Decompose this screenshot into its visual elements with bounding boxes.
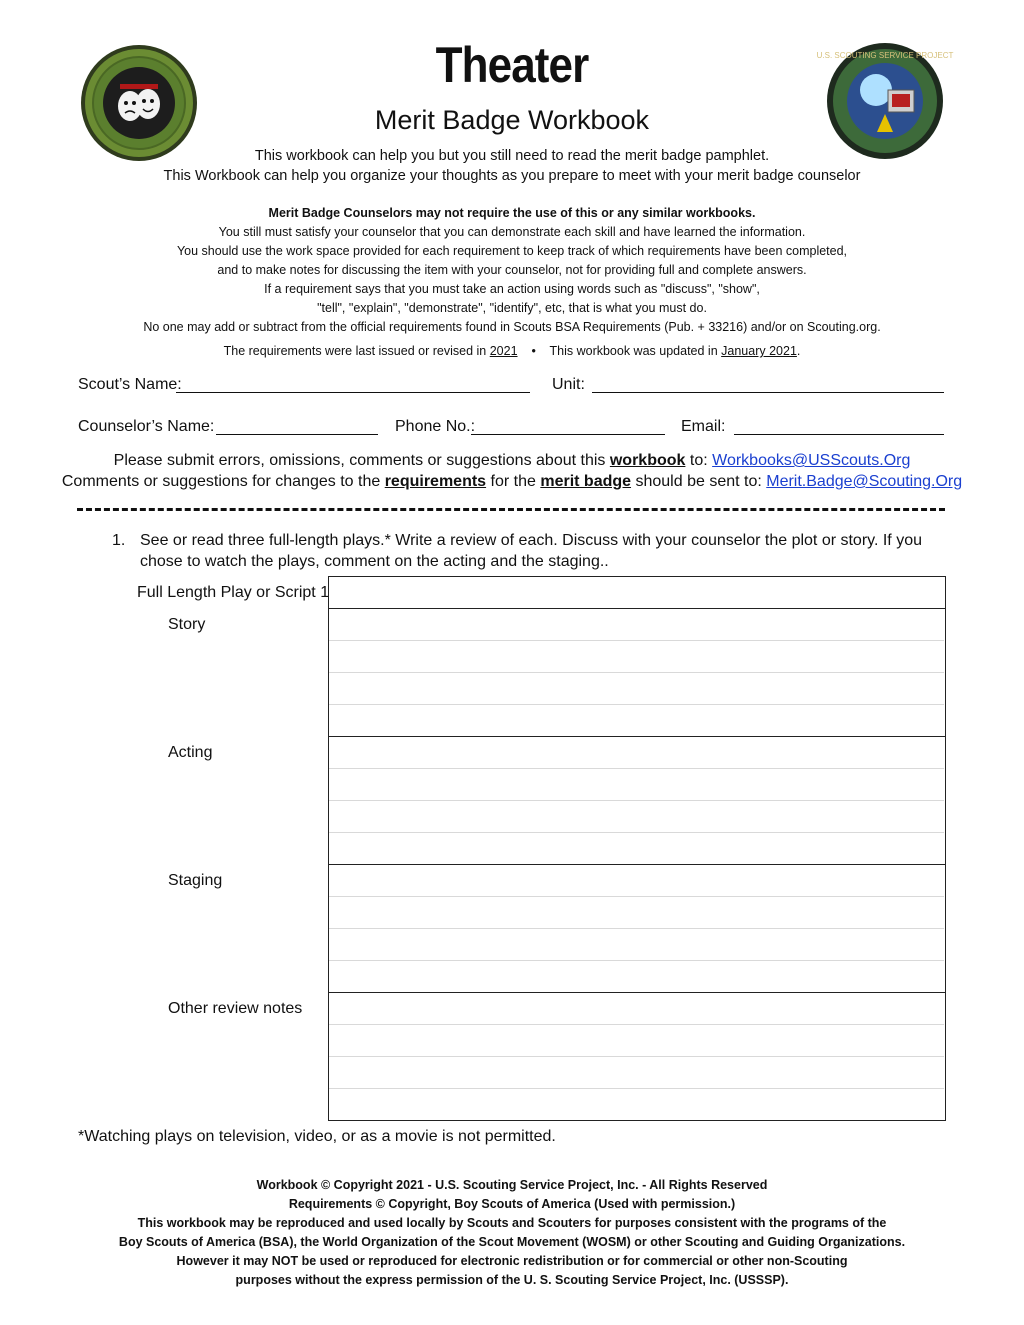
submit-feedback — [0, 450, 1024, 492]
counselor-name-field[interactable] — [216, 434, 378, 435]
requirements-emphasis: requirements — [384, 473, 487, 490]
copyright-footer — [0, 1176, 1024, 1290]
merit-badge-email-link[interactable]: Merit.Badge@Scouting.Org — [766, 473, 963, 490]
submit-text: Please submit errors, omissions, comments or suggestions about this — [113, 452, 606, 469]
submit-line-2 — [0, 471, 1024, 492]
section-label-story: Story — [168, 616, 206, 633]
writing-rule — [329, 960, 944, 961]
footer-line: Requirements © Copyright, Boy Scouts of America (Used with permission.) — [288, 1197, 736, 1211]
merit-badge-emphasis: merit badge — [540, 473, 632, 490]
updated-date: January 2021 — [721, 344, 797, 358]
period: . — [796, 344, 801, 358]
writing-rule — [329, 1024, 944, 1025]
submit-text: should be sent to: — [635, 473, 762, 490]
requirement-number: 1. — [112, 532, 126, 549]
scout-name-label: Scout’s Name: — [78, 376, 182, 393]
page-subtitle: Merit Badge Workbook — [374, 105, 650, 135]
section-label-staging: Staging — [168, 872, 223, 889]
notice-bold-line: Merit Badge Counselors may not require the use of this or any similar workbooks. — [268, 206, 756, 220]
footer-line: Boy Scouts of America (BSA), the World Organization of the Scout Movement (WOSM) or other Scouting and Guiding Organizations. — [118, 1235, 906, 1249]
footer-line: Workbook © Copyright 2021 - U.S. Scouting Service Project, Inc. - All Rights Reserved — [256, 1178, 768, 1192]
notice-line: You still must satisfy your counselor that you can demonstrate each skill and have learned the information. — [218, 225, 806, 239]
play-label: Full Length Play or Script 1 — [137, 584, 330, 601]
writing-rule — [329, 768, 944, 769]
workbook-emphasis: workbook — [609, 452, 686, 469]
counselor-name-label: Counselor’s Name: — [78, 418, 215, 435]
writing-rule — [329, 672, 944, 673]
email-label: Email: — [681, 418, 726, 435]
writing-rule — [329, 896, 944, 897]
dashed-divider — [77, 508, 945, 511]
writing-rule — [329, 800, 944, 801]
section-label-acting: Acting — [168, 744, 213, 761]
bullet: • — [531, 344, 536, 358]
writing-rule — [329, 1056, 944, 1057]
notice-line: "tell", "explain", "demonstrate", "identify", etc, that is what you must do. — [317, 301, 707, 315]
updated-prefix: This workbook was updated in — [549, 344, 718, 358]
intro-line-2: This Workbook can help you organize your thoughts as you prepare to meet with your merit badge counselor — [163, 168, 861, 184]
unit-field[interactable] — [592, 392, 944, 393]
section-label-other-notes: Other review notes — [168, 1000, 303, 1017]
submit-line-1 — [0, 450, 1024, 471]
writing-rule — [329, 640, 944, 641]
phone-label: Phone No.: — [395, 418, 476, 435]
counselor-notice — [0, 204, 1024, 361]
issued-year: 2021 — [489, 344, 518, 358]
notice-line: If a requirement says that you must take an action using words such as "discuss", "show", — [264, 282, 760, 296]
workbooks-email-link[interactable]: Workbooks@USScouts.Org — [712, 452, 911, 469]
writing-rule — [329, 928, 944, 929]
submit-text: for the — [490, 473, 536, 490]
notice-line: and to make notes for discussing the item with your counselor, not for providing full and complete answers. — [217, 263, 807, 277]
notice-line: No one may add or subtract from the official requirements found in Scouts BSA Requirements (Pub. + 33216) and/or on Scouting.org. — [143, 320, 881, 334]
notice-line: You should use the work space provided for each requirement to keep track of which requirements have been completed, — [176, 244, 848, 258]
logo-ring-text: U.S. SCOUTING SERVICE PROJECT — [816, 51, 954, 60]
requirement-text: See or read three full-length plays.* Write a review of each. Discuss with your counselor the plot or story. If you chose to watch the plays, comment on the acting and the staging.. — [140, 532, 922, 570]
unit-label: Unit: — [552, 376, 585, 393]
writing-rule — [329, 832, 944, 833]
intro-line-1: This workbook can help you but you still need to read the merit badge pamphlet. — [254, 148, 770, 164]
email-field[interactable] — [734, 434, 944, 435]
revision-info — [0, 342, 1024, 361]
writing-rule — [329, 704, 944, 705]
submit-text: Comments or suggestions for changes to the — [61, 473, 381, 490]
submit-text: to: — [689, 452, 708, 469]
phone-field[interactable] — [471, 434, 665, 435]
page-title: Theater — [435, 37, 589, 93]
issued-prefix: The requirements were last issued or revised in — [223, 344, 487, 358]
footer-line: However it may NOT be used or reproduced for electronic redistribution or for commercial or other non-Scouting — [176, 1254, 848, 1268]
scout-name-field[interactable] — [176, 392, 530, 393]
footnote: *Watching plays on television, video, or as a movie is not permitted. — [78, 1128, 556, 1145]
writing-rule — [329, 1088, 944, 1089]
footer-line: purposes without the express permission of the U. S. Scouting Service Project, Inc. (USSSP). — [235, 1273, 789, 1287]
play-title-field[interactable] — [328, 576, 946, 609]
footer-line: This workbook may be reproduced and used locally by Scouts and Scouters for purposes consistent with the programs of the — [137, 1216, 887, 1230]
